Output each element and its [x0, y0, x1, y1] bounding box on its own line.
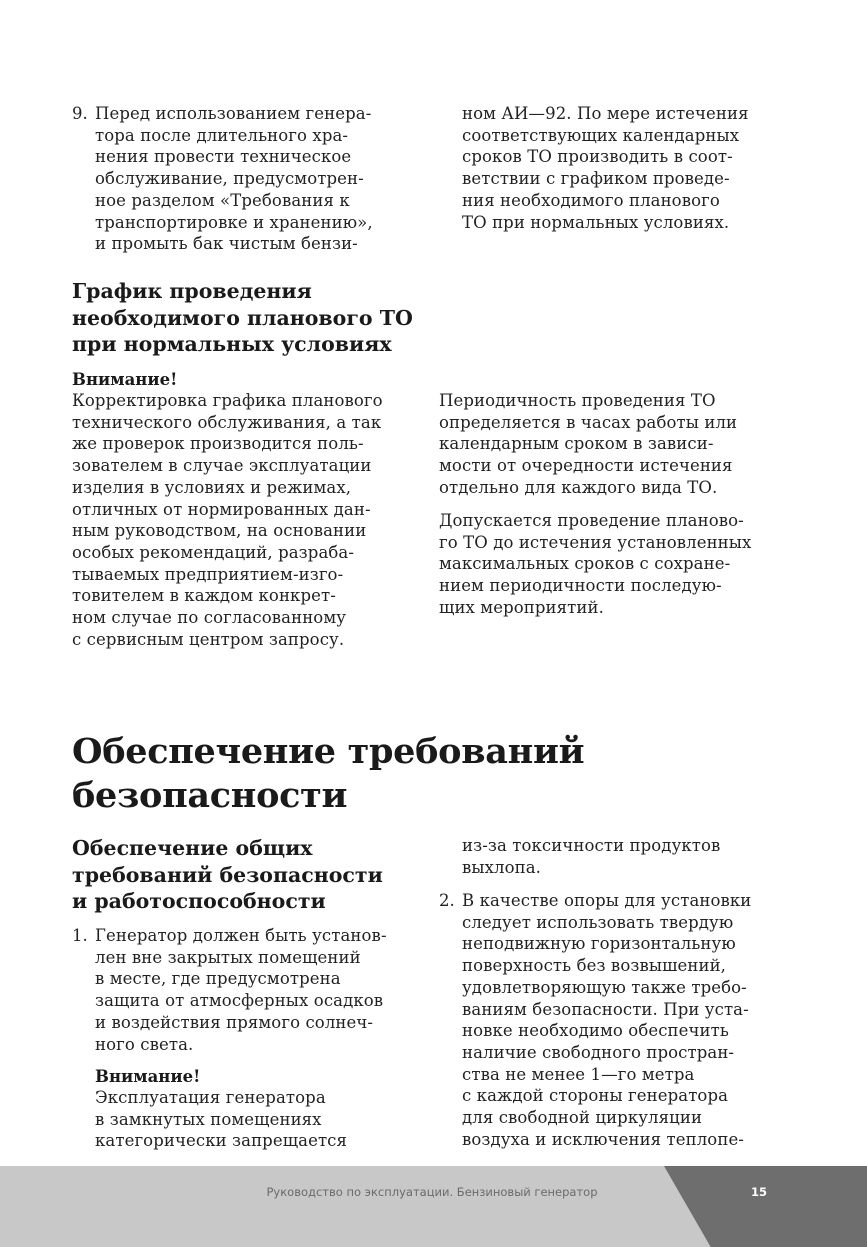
item-1-warning-text: Эксплуатация генератора в замкнутых помещениях категорически запрещается — [95, 1088, 348, 1151]
list-item-9-text: Перед использованием генера- тора после длительного хра- нения провести техническое обслуживание, предусмотрен- ное разделом «Требования к транспортировке и хранению», и промыть бак чистым бензи- — [95, 104, 373, 254]
schedule-periodicity-paragraph: Периодичность проведения ТО определяется в часах работы или календарным сроком в зависи- мости от очередности истечения отдельно для каждого вида ТО. — [439, 391, 738, 497]
schedule-early-maintenance-paragraph: Допускается проведение планово- го ТО до истечения установленных максимальных сроков с сохране- нием периодичности последую- щих мероприятий. — [439, 511, 752, 617]
schedule-warning-text: Корректировка графика планового технического обслуживания, а так же проверок производится поль- зователем в случае эксплуатации изделия в условиях и режимах, отличных от нормированных дан- ным руководством, на основании особых рекомендаций, разраба- тываемых предприятием-изго- товителем в каждом конкрет- ном случае по согласованному с сервисным центром запросу. — [72, 391, 383, 649]
page-title: Обеспечение требований безопасности — [72, 731, 585, 816]
schedule-warning-label: Внимание! — [72, 370, 178, 389]
list-number-9: 9. — [72, 104, 88, 123]
list-item-2-text: В качестве опоры для установки следует использовать твердую неподвижную горизонтальную поверхность без возвышений, удовлетворяющую также требо- ваниям безопасности. При уста- новке необходимо обеспечить наличие свободного простран- ства не менее 1—го метра с каждой стороны генератора для свободной циркуляции воздуха и исключения теплопе- — [462, 891, 752, 1149]
list-item-1-continued: из-за токсичности продуктов выхлопа. — [462, 836, 721, 877]
safety-subheading: Обеспечение общих требований безопасности и работоспособности — [72, 836, 383, 913]
list-number-2: 2. — [439, 891, 455, 910]
footer-document-title: Руководство по эксплуатации. Бензиновый генератор — [266, 1185, 598, 1199]
list-item-1-text: Генератор должен быть установ- лен вне закрытых помещений в месте, где предусмотрена защита от атмосферных осадков и воздействия прямого солнеч- ного света. — [95, 926, 387, 1054]
list-number-1: 1. — [72, 926, 88, 945]
schedule-heading: График проведения необходимого планового ТО при нормальных условиях — [72, 279, 413, 356]
list-item-9-continued: ном АИ—92. По мере истечения соответствующих календарных сроков ТО производить в соот- ветствии с графиком проведе- ния необходимого планового ТО при нормальных условиях. — [462, 104, 749, 232]
page-number: 15 — [750, 1185, 767, 1199]
item-1-warning-label: Внимание! — [95, 1067, 201, 1086]
